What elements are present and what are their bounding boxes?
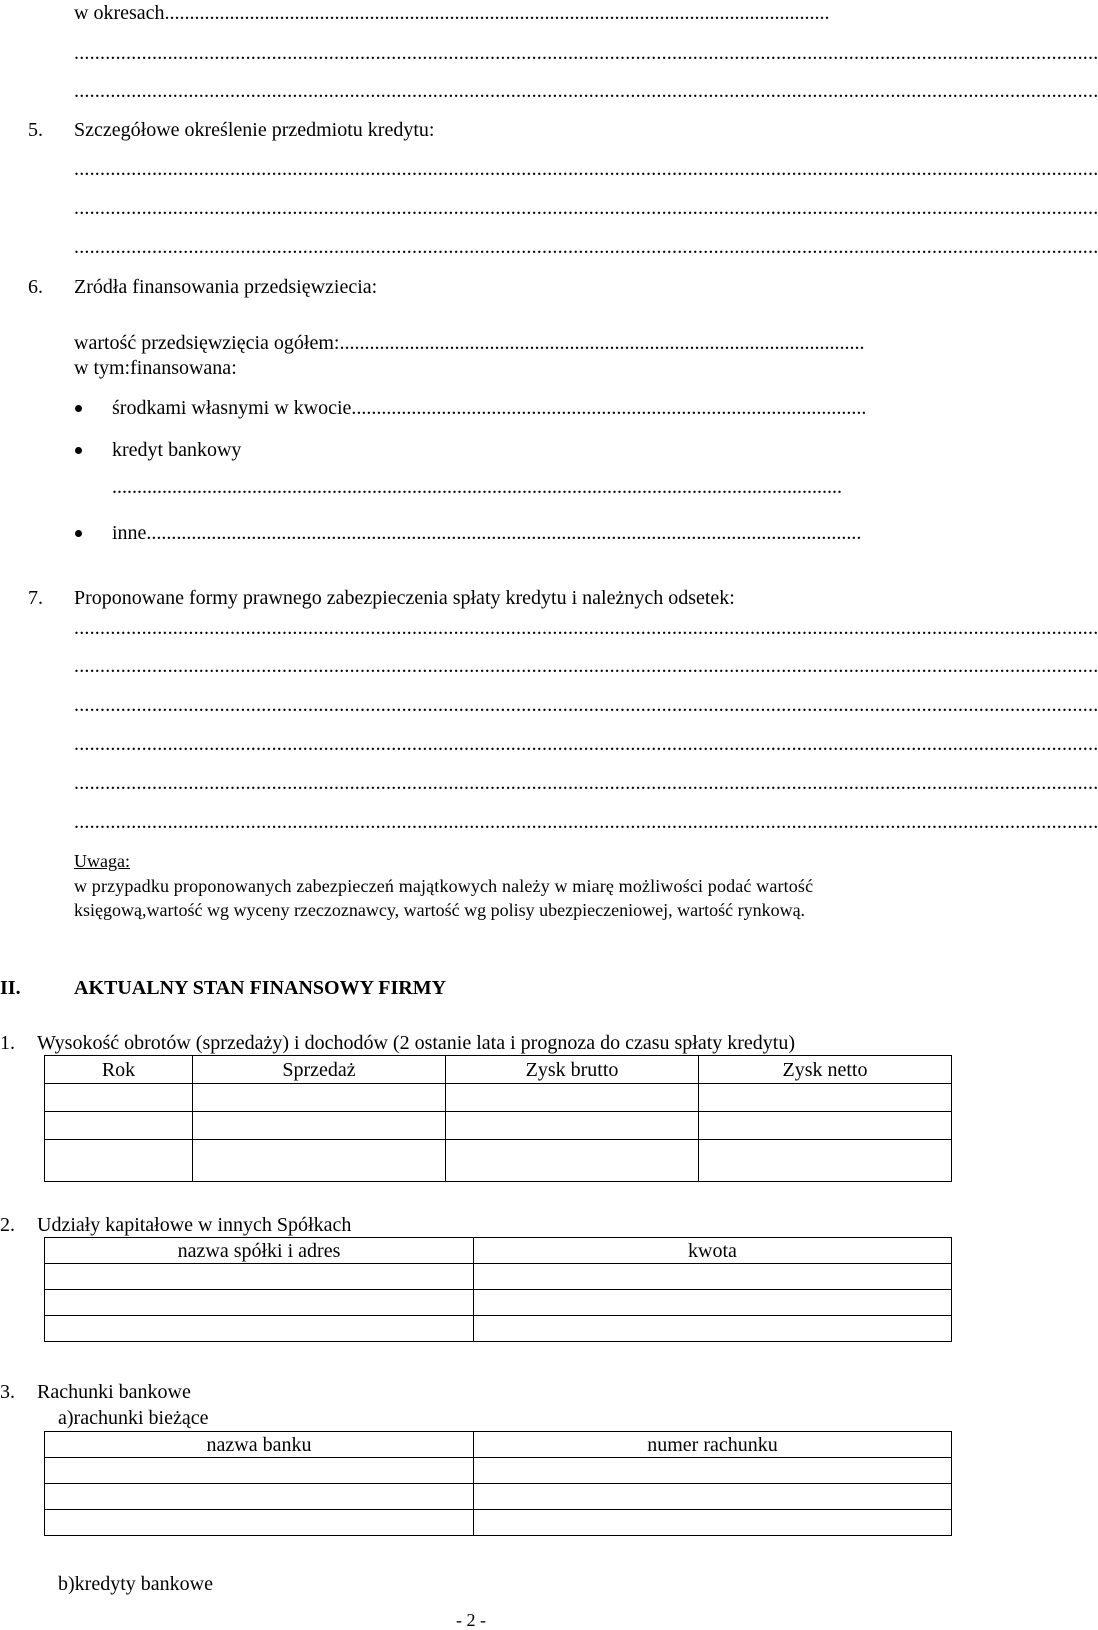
column-header: Zysk netto: [699, 1056, 952, 1084]
column-header: Zysk brutto: [446, 1056, 699, 1084]
page-number: - 2 -: [456, 1610, 486, 1630]
dots-line: .....................................................................................................................................................................................................: [74, 733, 1098, 755]
table-row: [45, 1264, 952, 1290]
column-header: Rok: [45, 1056, 193, 1084]
table-cell[interactable]: [474, 1264, 952, 1290]
funding-other-line: inne...............................................................................................................................................: [112, 522, 862, 544]
table-cell[interactable]: [446, 1112, 699, 1140]
table-cell[interactable]: [193, 1112, 446, 1140]
table-cell[interactable]: [699, 1112, 952, 1140]
table-cell[interactable]: [699, 1140, 952, 1182]
item-7-label: Proponowane formy prawnego zabezpieczenia spłaty kredytu i należnych odsetek:: [74, 587, 735, 609]
dots-line: .....................................................................................................................................................................................................: [74, 80, 1098, 102]
table-cell[interactable]: [474, 1458, 952, 1484]
table-row: [45, 1510, 952, 1536]
shares-table: [44, 1237, 952, 1342]
bank-accounts-table: [44, 1431, 952, 1536]
current-accounts-label: a)rachunki bieżące: [58, 1407, 209, 1429]
table-cell[interactable]: [446, 1084, 699, 1112]
note-text-line-2: księgową,wartość wg wyceny rzeczoznawcy, wartość wg polisy ubezpieczeniowej, wartość rynkową.: [74, 900, 806, 920]
table-row: [45, 1316, 952, 1342]
dots-line: .....................................................................................................................................................................................................: [74, 694, 1098, 716]
section-2-title: AKTUALNY STAN FINANSOWY FIRMY: [74, 977, 447, 999]
table-row: [45, 1140, 952, 1182]
table-row: [45, 1458, 952, 1484]
note-text-line-1: w przypadku proponowanych zabezpieczeń majątkowych należy w miarę możliwości podać wartość: [74, 876, 814, 896]
column-header: nazwa spółki i adres: [45, 1238, 474, 1264]
column-header: nazwa banku: [45, 1432, 474, 1458]
table-cell[interactable]: [45, 1484, 474, 1510]
s2-item-2-label: Udziały kapitałowe w innych Spółkach: [37, 1214, 352, 1236]
s2-item-1-label: Wysokość obrotów (sprzedaży) i dochodów (2 ostanie lata i prognoza do czasu spłaty kredytu): [37, 1032, 796, 1054]
table-cell[interactable]: [474, 1510, 952, 1536]
s2-item-1-number: 1.: [0, 1032, 15, 1054]
funding-own-line: środkami własnymi w kwocie.......................................................................................................: [112, 397, 867, 419]
table-cell[interactable]: [193, 1084, 446, 1112]
dots-line: .....................................................................................................................................................................................................: [74, 158, 1098, 180]
table-cell[interactable]: [446, 1140, 699, 1182]
item-5-label: Szczegółowe określenie przedmiotu kredytu:: [74, 119, 435, 141]
note-heading: Uwaga:: [74, 851, 130, 871]
table-cell[interactable]: [45, 1112, 193, 1140]
item-6-number: 6.: [28, 276, 43, 298]
table-header-row: [45, 1056, 952, 1084]
w-tym-label: w tym:finansowana:: [74, 357, 237, 379]
table-cell[interactable]: [193, 1140, 446, 1182]
table-cell[interactable]: [45, 1458, 474, 1484]
item-7-number: 7.: [28, 587, 43, 609]
table-row: [45, 1484, 952, 1510]
s2-item-3-number: 3.: [0, 1381, 15, 1403]
column-header: numer rachunku: [474, 1432, 952, 1458]
dots-line: .....................................................................................................................................................................................................: [74, 197, 1098, 219]
table-header-row: [45, 1238, 952, 1264]
dots-line: .....................................................................................................................................................................................................: [74, 772, 1098, 794]
dots-line: .....................................................................................................................................................................................................: [74, 42, 1098, 64]
table-header-row: [45, 1432, 952, 1458]
bullet-icon: [75, 530, 82, 537]
s2-item-2-number: 2.: [0, 1214, 15, 1236]
section-2-number: II.: [0, 977, 21, 999]
table-cell[interactable]: [474, 1290, 952, 1316]
table-cell[interactable]: [45, 1140, 193, 1182]
table-cell[interactable]: [45, 1290, 474, 1316]
item-6-label: Zródła finansowania przedsięwziecia:: [74, 276, 378, 298]
dots-line: .....................................................................................................................................................................................................: [74, 811, 1098, 833]
column-header: kwota: [474, 1238, 952, 1264]
funding-credit-label: kredyt bankowy: [112, 439, 242, 461]
total-value-line: wartość przedsięwzięcia ogółem:.........................................................................................................: [74, 332, 865, 354]
table-cell[interactable]: [45, 1510, 474, 1536]
table-cell[interactable]: [45, 1084, 193, 1112]
table-cell[interactable]: [45, 1316, 474, 1342]
dots-line: .....................................................................................................................................................................................................: [74, 655, 1098, 677]
bullet-icon: [75, 405, 82, 412]
bullet-icon: [75, 447, 82, 454]
bank-credits-label: b)kredyty bankowe: [58, 1573, 213, 1595]
table-cell[interactable]: [45, 1264, 474, 1290]
table-cell[interactable]: [474, 1484, 952, 1510]
table-cell[interactable]: [699, 1084, 952, 1112]
w-okresach-line: w okresach.....................................................................................................................................: [74, 2, 830, 24]
dots-line: .....................................................................................................................................................................................................: [74, 617, 1098, 639]
table-row: [45, 1084, 952, 1112]
funding-credit-dots: ..................................................................................................................................................: [112, 476, 842, 498]
table-row: [45, 1290, 952, 1316]
turnover-table: [44, 1055, 952, 1182]
item-5-number: 5.: [28, 119, 43, 141]
s2-item-3-label: Rachunki bankowe: [37, 1381, 191, 1403]
table-cell[interactable]: [474, 1316, 952, 1342]
column-header: Sprzedaż: [193, 1056, 446, 1084]
dots-line: .....................................................................................................................................................................................................: [74, 236, 1098, 258]
table-row: [45, 1112, 952, 1140]
